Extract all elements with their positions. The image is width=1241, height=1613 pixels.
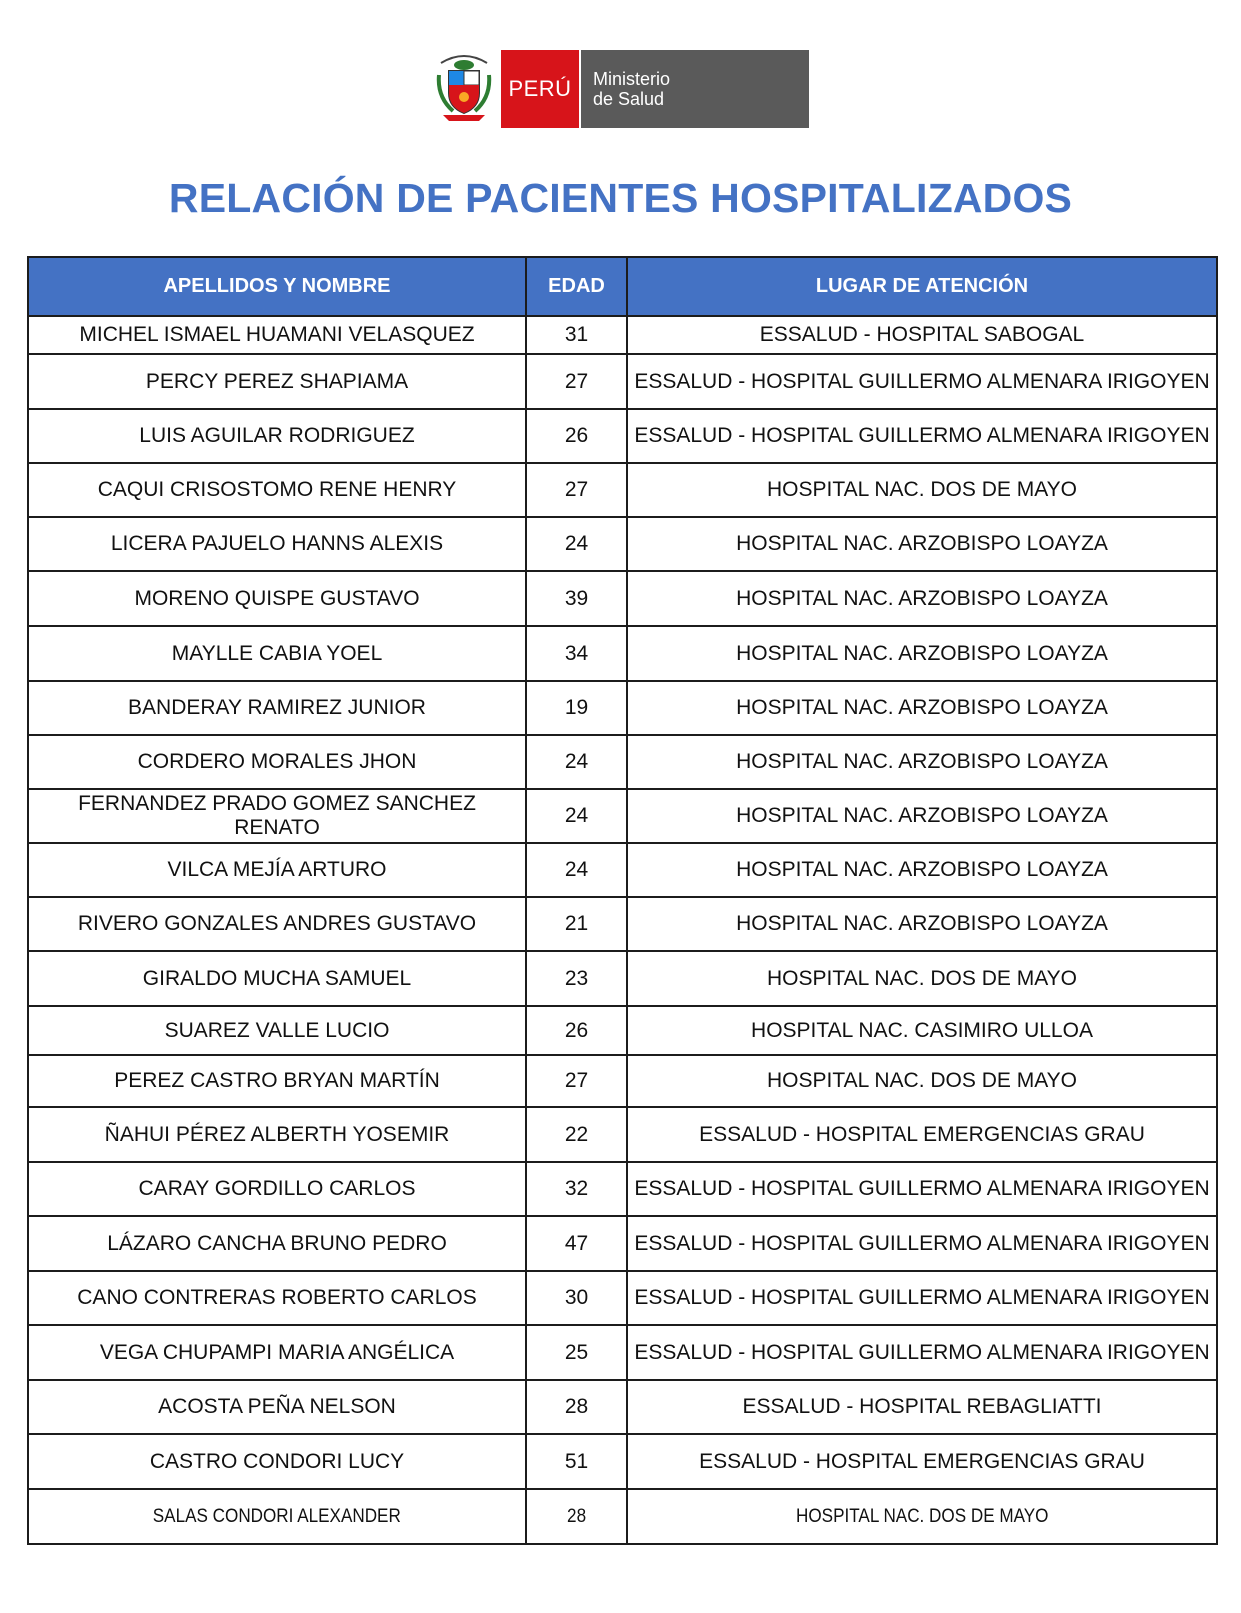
care-location-cell: HOSPITAL NAC. DOS DE MAYO [627, 463, 1217, 517]
table-row [28, 1006, 1217, 1055]
patient-age-cell: 24 [526, 735, 627, 789]
table-row [28, 681, 1217, 735]
country-label: PERÚ [508, 76, 572, 101]
patient-name-cell: CANO CONTRERAS ROBERTO CARLOS [28, 1271, 526, 1325]
patient-name-cell: VEGA CHUPAMPI MARIA ANGÉLICA [28, 1325, 526, 1380]
patient-age-cell: 27 [526, 463, 627, 517]
patient-age-cell: 27 [526, 1055, 627, 1107]
column-header-name: APELLIDOS Y NOMBRE [28, 257, 526, 316]
table-row [28, 1489, 1217, 1544]
table-row [28, 1434, 1217, 1489]
patient-name-cell: MAYLLE CABIA YOEL [28, 626, 526, 681]
patient-age-cell: 32 [526, 1162, 627, 1216]
table-row [28, 354, 1217, 409]
care-location-cell: ESSALUD - HOSPITAL GUILLERMO ALMENARA IRIGOYEN [627, 1271, 1217, 1325]
patient-age-cell-text: 28 [566, 1506, 587, 1527]
table-header-row [28, 257, 1217, 316]
table-row [28, 1055, 1217, 1107]
patient-name-cell: RIVERO GONZALES ANDRES GUSTAVO [28, 897, 526, 951]
care-location-cell: HOSPITAL NAC. ARZOBISPO LOAYZA [627, 843, 1217, 897]
column-header-age: EDAD [526, 257, 627, 316]
patient-age-cell: 27 [526, 354, 627, 409]
patient-name-cell: LICERA PAJUELO HANNS ALEXIS [28, 517, 526, 571]
patient-age-cell: 24 [526, 517, 627, 571]
care-location-cell: ESSALUD - HOSPITAL REBAGLIATTI [627, 1380, 1217, 1434]
ministry-name-line2: de Salud [593, 89, 665, 109]
care-location-cell: HOSPITAL NAC. ARZOBISPO LOAYZA [627, 571, 1217, 626]
patient-name-cell: LUIS AGUILAR RODRIGUEZ [28, 409, 526, 463]
patients-table [27, 256, 1218, 1545]
table-row [28, 735, 1217, 789]
table-row [28, 409, 1217, 463]
page-title: RELACIÓN DE PACIENTES HOSPITALIZADOS [168, 175, 1073, 221]
patient-name-cell: CARAY GORDILLO CARLOS [28, 1162, 526, 1216]
care-location-cell: HOSPITAL NAC. ARZOBISPO LOAYZA [627, 897, 1217, 951]
patient-name-cell: ACOSTA PEÑA NELSON [28, 1380, 526, 1434]
care-location-cell: ESSALUD - HOSPITAL GUILLERMO ALMENARA IRIGOYEN [627, 1162, 1217, 1216]
care-location-cell: ESSALUD - HOSPITAL GUILLERMO ALMENARA IRIGOYEN [627, 409, 1217, 463]
patient-age-cell: 51 [526, 1434, 627, 1489]
patient-age-cell: 30 [526, 1271, 627, 1325]
patient-age-cell: 23 [526, 951, 627, 1006]
patient-name-cell: CAQUI CRISOSTOMO RENE HENRY [28, 463, 526, 517]
patient-age-cell: 39 [526, 571, 627, 626]
care-location-cell: HOSPITAL NAC. ARZOBISPO LOAYZA [627, 735, 1217, 789]
patient-age-cell: 25 [526, 1325, 627, 1380]
patient-name-cell: PERCY PEREZ SHAPIAMA [28, 354, 526, 409]
table-row [28, 626, 1217, 681]
table-row [28, 1216, 1217, 1271]
care-location-cell: HOSPITAL NAC. DOS DE MAYO [627, 951, 1217, 1006]
care-location-cell: HOSPITAL NAC. DOS DE MAYO [627, 1055, 1217, 1107]
care-location-cell: ESSALUD - HOSPITAL EMERGENCIAS GRAU [627, 1434, 1217, 1489]
patient-name-cell: LÁZARO CANCHA BRUNO PEDRO [28, 1216, 526, 1271]
care-location-cell: HOSPITAL NAC. ARZOBISPO LOAYZA [627, 517, 1217, 571]
care-location-cell: HOSPITAL NAC. CASIMIRO ULLOA [627, 1006, 1217, 1055]
table-row [28, 897, 1217, 951]
care-location-cell: ESSALUD - HOSPITAL GUILLERMO ALMENARA IRIGOYEN [627, 354, 1217, 409]
patient-name-cell: PEREZ CASTRO BRYAN MARTÍN [28, 1055, 526, 1107]
patient-age-cell: 34 [526, 626, 627, 681]
patient-age-cell: 24 [526, 789, 627, 843]
table-row [28, 316, 1217, 354]
table-row [28, 843, 1217, 897]
patient-name-cell [28, 1489, 526, 1544]
peru-logo-box [501, 50, 579, 128]
table-row [28, 789, 1217, 843]
patient-age-cell: 21 [526, 897, 627, 951]
table-row [28, 1162, 1217, 1216]
patient-age-cell: 22 [526, 1107, 627, 1162]
patient-age-cell: 24 [526, 843, 627, 897]
table-row [28, 1380, 1217, 1434]
peru-coat-of-arms-icon [435, 53, 493, 125]
table-row [28, 463, 1217, 517]
ministry-header [435, 50, 809, 128]
patient-name-cell: BANDERAY RAMIREZ JUNIOR [28, 681, 526, 735]
care-location-cell: HOSPITAL NAC. ARZOBISPO LOAYZA [627, 626, 1217, 681]
care-location-cell: ESSALUD - HOSPITAL EMERGENCIAS GRAU [627, 1107, 1217, 1162]
ministry-name-line1: Ministerio [593, 69, 671, 89]
patient-name-cell: GIRALDO MUCHA SAMUEL [28, 951, 526, 1006]
care-location-cell: HOSPITAL NAC. ARZOBISPO LOAYZA [627, 789, 1217, 843]
care-location-cell: ESSALUD - HOSPITAL GUILLERMO ALMENARA IRIGOYEN [627, 1216, 1217, 1271]
care-location-cell: HOSPITAL NAC. ARZOBISPO LOAYZA [627, 681, 1217, 735]
table-row [28, 1107, 1217, 1162]
patient-age-cell: 28 [526, 1380, 627, 1434]
table-row [28, 951, 1217, 1006]
table-row [28, 517, 1217, 571]
patient-age-cell: 47 [526, 1216, 627, 1271]
patient-name-cell: CASTRO CONDORI LUCY [28, 1434, 526, 1489]
patient-name-cell: VILCA MEJÍA ARTURO [28, 843, 526, 897]
patient-age-cell: 26 [526, 1006, 627, 1055]
table-row [28, 571, 1217, 626]
patient-name-cell-text: SALAS CONDORI ALEXANDER [152, 1506, 402, 1527]
patient-name-cell: MORENO QUISPE GUSTAVO [28, 571, 526, 626]
patient-name-cell: SUAREZ VALLE LUCIO [28, 1006, 526, 1055]
patient-age-cell [526, 1489, 627, 1544]
care-location-cell [627, 1489, 1217, 1544]
care-location-cell: ESSALUD - HOSPITAL GUILLERMO ALMENARA IRIGOYEN [627, 1325, 1217, 1380]
patient-name-cell: CORDERO MORALES JHON [28, 735, 526, 789]
care-location-cell-text: HOSPITAL NAC. DOS DE MAYO [795, 1506, 1049, 1527]
column-header-place: LUGAR DE ATENCIÓN [627, 257, 1217, 316]
patient-age-cell: 19 [526, 681, 627, 735]
patient-age-cell: 26 [526, 409, 627, 463]
care-location-cell: ESSALUD - HOSPITAL SABOGAL [627, 316, 1217, 354]
table-row [28, 1325, 1217, 1380]
patient-name-cell: FERNANDEZ PRADO GOMEZ SANCHEZ RENATO [28, 789, 526, 843]
ministry-logo-box [581, 50, 809, 128]
patient-name-cell: MICHEL ISMAEL HUAMANI VELASQUEZ [28, 316, 526, 354]
table-row [28, 1271, 1217, 1325]
patient-age-cell: 31 [526, 316, 627, 354]
patient-name-cell: ÑAHUI PÉREZ ALBERTH YOSEMIR [28, 1107, 526, 1162]
